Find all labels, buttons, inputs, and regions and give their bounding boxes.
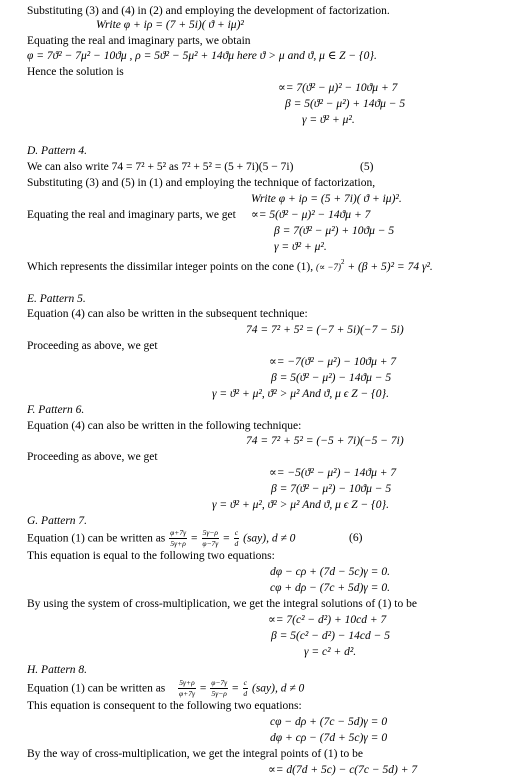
pattern8-fraction-2: $\frac{\varphi-7\gamma}{5\gamma-\rho}$ [211,678,228,698]
pattern7-eq-b: cφ + dρ − (7c + 5d)γ = 0. [270,582,390,594]
pattern4-heading: D. Pattern 4. [27,145,88,157]
pattern7-equal-to: This equation is equal to the following two equations: [27,550,275,562]
pattern7-heading: G. Pattern 7. [27,515,88,527]
pattern7-gamma: γ = c² + d². [304,646,357,658]
pattern8-say: (say), d ≠ 0 [252,682,305,695]
pattern5-alpha: ∝= −7(ϑ² − μ²) − 10ϑμ + 7 [269,356,397,368]
pattern5-equation: 74 = 7² + 5² = (−7 + 5i)(−7 − 5i) [246,324,404,336]
pattern5-beta: β = 5(ϑ² − μ²) − 14ϑμ − 5 [271,372,392,384]
solution-alpha: ∝= 7(ϑ² − μ)² − 10ϑμ + 7 [278,82,398,94]
pattern4-alpha: ∝= 5(ϑ² − μ)² − 14ϑμ + 7 [251,209,371,221]
equating-sentence: Equating the real and imaginary parts, we obtain [27,35,251,47]
pattern7-say: (say), d ≠ 0 [243,532,296,545]
pattern7-fraction-3: $\frac{c}{d}$ [234,528,239,548]
pattern6-heading: F. Pattern 6. [27,404,85,416]
pattern7-eq-a: dφ − cρ + (7d − 5c)γ = 0. [270,566,390,578]
pattern8-eq-a: cφ − dρ + (7c − 5d)γ = 0 [270,716,388,728]
pattern8-equation-line: Equation (1) can be written as $\frac{5\gamma+\rho}{\varphi+7\gamma}$ = $\frac{\varphi-7\gamma}{5\gamma-\rho}$ = $\frac{c}{d}$ (say), d ≠ 0 [27,678,305,698]
pattern7-beta: β = 5(c² − d²) − 14cd − 5 [271,630,391,642]
pattern6-beta: β = 7(ϑ² − μ²) − 10ϑμ − 5 [271,483,392,495]
pattern4-cone-a: (∝ −7) [316,262,341,272]
pattern6-proceeding: Proceeding as above, we get [27,451,158,463]
pattern5-heading: E. Pattern 5. [27,293,86,305]
pattern7-fraction-2: $\frac{5\gamma-\rho}{\varphi-7\gamma}$ [202,528,219,548]
pattern7-fraction-1: $\frac{\varphi+7\gamma}{5\gamma+\rho}$ [170,528,187,548]
pattern4-cone-b: + (β + 5)² = 74 γ². [344,261,433,273]
write-equation: Write φ + iρ = (7 + 5i)( ϑ + iμ)² [96,19,244,31]
pattern4-equating: Equating the real and imaginary parts, we get [27,209,236,221]
pattern6-gamma: γ = ϑ² + μ², ϑ² > μ² And ϑ, μ ϵ Z − {0}. [212,499,389,511]
pattern8-consequent: This equation is consequent to the following two equations: [27,700,302,712]
pattern4-cone-sentence [27,258,433,274]
solution-gamma: γ = ϑ² + μ². [302,114,355,126]
pattern4-gamma: γ = ϑ² + μ². [274,241,327,253]
intro-sentence: Substituting (3) and (4) in (2) and employing the development of factorization. [27,5,390,17]
pattern8-fraction-1: $\frac{5\gamma+\rho}{\varphi+7\gamma}$ [179,678,195,698]
pattern7-equation-line: Equation (1) can be written as $\frac{\varphi+7\gamma}{5\gamma+\rho}$ = $\frac{5\gamma-\rho}{\varphi-7\gamma}$ = $\frac{c}{d}$ (say), d ≠ 0 [27,528,296,548]
pattern8-heading: H. Pattern 8. [27,664,88,676]
pattern4-write: Write φ + iρ = (5 + 7i)( ϑ + iμ)². [251,193,402,205]
pattern7-by-using: By using the system of cross-multiplication, we get the integral solutions of (1) to be [27,598,417,610]
pattern6-intro: Equation (4) can also be written in the following technique: [27,420,302,432]
pattern8-alpha: ∝= d(7d + 5c) − c(7c − 5d) + 7 [268,764,418,776]
pattern8-by-way: By the way of cross-multiplication, we get the integral points of (1) to be [27,748,363,760]
pattern8-fraction-3: $\frac{c}{d}$ [243,678,248,698]
pattern5-proceeding: Proceeding as above, we get [27,340,158,352]
pattern4-substituting: Substituting (3) and (5) in (1) and employing the technique of factorization, [27,177,376,189]
hence-sentence: Hence the solution is [27,66,124,78]
pattern7-intro: Equation (1) can be written as [27,532,166,545]
pattern5-gamma: γ = ϑ² + μ², ϑ² > μ² And ϑ, μ ϵ Z − {0}. [212,388,389,400]
pattern4-which-text: Which represents the dissimilar integer points on the cone (1), [27,261,314,273]
pattern4-cone-exponent: 2 [340,258,345,266]
pattern8-eq-b: dφ + cρ − (7d + 5c)γ = 0 [270,732,388,744]
pattern7-eq-number: (6) [349,532,363,544]
pattern4-eq-number: (5) [360,161,374,173]
pattern6-equation: 74 = 7² + 5² = (−5 + 7i)(−5 − 7i) [246,435,404,447]
phi-rho-equation: φ = 7ϑ² − 7μ² − 10ϑμ , ρ = 5ϑ² − 5μ² + 14ϑμ here ϑ > μ and ϑ, μ ∈ Z − {0}. [27,50,377,62]
pattern5-intro: Equation (4) can also be written in the subsequent technique: [27,308,308,320]
pattern4-also-write: We can also write 74 = 7² + 5² as 7² + 5² = (5 + 7i)(5 − 7i) [27,161,294,173]
pattern4-beta: β = 7(ϑ² − μ²) + 10ϑμ − 5 [274,225,395,237]
pattern6-alpha: ∝= −5(ϑ² − μ²) − 14ϑμ + 7 [269,467,397,479]
pattern8-intro: Equation (1) can be written as [27,682,166,695]
pattern7-alpha: ∝= 7(c² − d²) + 10cd + 7 [268,614,387,626]
solution-beta: β = 5(ϑ² − μ²) + 14ϑμ − 5 [285,98,406,110]
